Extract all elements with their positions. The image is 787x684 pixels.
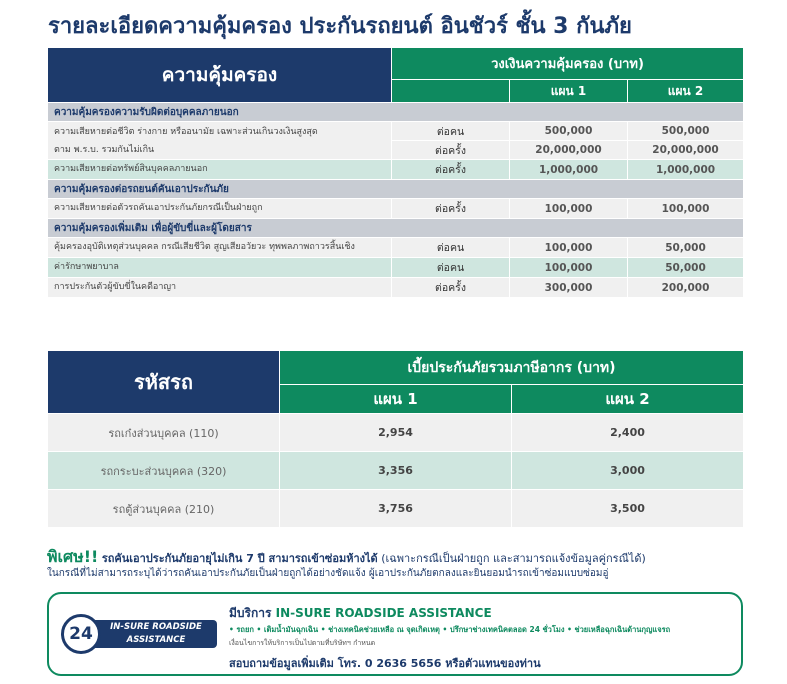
coverage-desc: ค่ารักษาพยาบาล — [48, 258, 392, 278]
coverage-desc: ความเสียหายต่อทรัพย์สินบุคคลภายนอก — [48, 160, 392, 180]
premium-plan1-value: 2,954 — [280, 414, 512, 452]
premium-table — [47, 350, 744, 528]
special-tag: พิเศษ!! — [47, 547, 99, 566]
roadside-box — [47, 592, 743, 676]
coverage-desc: ความเสียหายต่อชีวิต ร่างกาย หรืออนามัย เฉพาะส่วนเกินวงเงินสูงสุด ตาม พ.ร.บ. รวมกันไม่เกิน — [48, 122, 392, 160]
vehicle-code: รถกระบะส่วนบุคคล (320) — [48, 452, 280, 490]
special-note: ในกรณีที่ไม่สามารถระบุได้ว่ารถคันเอาประกันภัยเป็นฝ่ายถูกได้อย่างชัดแจ้ง ผู้เอาประกันภัยตกลงและยินยอมนำรถเข้าซ่อมแบบซ่อมอู่ — [47, 568, 609, 579]
section-title: ความคุ้มครองต่อรถยนต์คันเอาประกันภัย — [48, 180, 744, 199]
coverage-plan1-value: 100,000 — [510, 258, 628, 278]
table-row — [48, 238, 744, 258]
table-row — [48, 258, 744, 278]
coverage-plan1-header: แผน 1 — [510, 80, 628, 103]
premium-plan2-value: 3,000 — [512, 452, 744, 490]
roadside-logo — [61, 614, 217, 654]
premium-amount-header: เบี้ยประกันภัยรวมภาษีอากร (บาท) — [280, 351, 744, 385]
table-row — [48, 490, 744, 528]
premium-header: รหัสรถ — [48, 351, 280, 414]
premium-plan2-header: แผน 2 — [512, 385, 744, 414]
premium-plan1-value: 3,756 — [280, 490, 512, 528]
roadside-title: มีบริการ IN-SURE ROADSIDE ASSISTANCE — [229, 606, 492, 620]
coverage-plan1-value: 20,000,000 — [510, 141, 628, 160]
clock-24-icon: 24 — [61, 614, 101, 654]
coverage-desc: ความเสียหายต่อตัวรถคันเอาประกันภัยกรณีเป็นฝ่ายถูก — [48, 199, 392, 219]
coverage-plan2-header: แผน 2 — [628, 80, 744, 103]
coverage-plan1-value: 1,000,000 — [510, 160, 628, 180]
table-row — [48, 160, 744, 180]
coverage-unit: ต่อครั้ง — [392, 278, 510, 298]
coverage-unit: ต่อครั้ง — [392, 141, 510, 160]
coverage-table — [47, 47, 744, 298]
coverage-unit: ต่อคน — [392, 258, 510, 278]
table-row — [48, 414, 744, 452]
table-row — [48, 278, 744, 298]
coverage-plan2-value: 1,000,000 — [628, 160, 744, 180]
table-row — [48, 122, 744, 141]
coverage-plan2-value: 20,000,000 — [628, 141, 744, 160]
coverage-plan2-value: 500,000 — [628, 122, 744, 141]
section-title: ความคุ้มครองความรับผิดต่อบุคคลภายนอก — [48, 103, 744, 122]
coverage-plan1-value: 300,000 — [510, 278, 628, 298]
coverage-unit: ต่อคน — [392, 238, 510, 258]
vehicle-code: รถตู้ส่วนบุคคล (210) — [48, 490, 280, 528]
premium-plan1-header: แผน 1 — [280, 385, 512, 414]
vehicle-code: รถเก๋งส่วนบุคคล (110) — [48, 414, 280, 452]
premium-plan2-value: 3,500 — [512, 490, 744, 528]
premium-plan2-value: 2,400 — [512, 414, 744, 452]
page-title: รายละเอียดความคุ้มครอง ประกันรถยนต์ อินชัวร์ ชั้น 3 กันภัย — [48, 14, 632, 39]
section-title: ความคุ้มครองเพิ่มเติม เพื่อผู้ขับขี่และผู้โดยสาร — [48, 219, 744, 238]
coverage-unit: ต่อครั้ง — [392, 160, 510, 180]
coverage-unit: ต่อคน — [392, 122, 510, 141]
coverage-header: ความคุ้มครอง — [48, 48, 392, 103]
coverage-desc: การประกันตัวผู้ขับขี่ในคดีอาญา — [48, 278, 392, 298]
roadside-logo-label: IN-SURE ROADSIDE ASSISTANCE — [95, 620, 217, 648]
coverage-amount-header: วงเงินความคุ้มครอง (บาท) — [392, 48, 744, 80]
special-condition: (เฉพาะกรณีเป็นฝ่ายถูก และสามารถแจ้งข้อมูลคู่กรณีได้) — [381, 552, 646, 565]
table-row — [48, 452, 744, 490]
coverage-unit: ต่อครั้ง — [392, 199, 510, 219]
roadside-contact: สอบถามข้อมูลเพิ่มเติม โทร. 0 2636 5656 หรือตัวแทนของท่าน — [229, 657, 541, 670]
coverage-plan2-value: 200,000 — [628, 278, 744, 298]
coverage-plan2-value: 50,000 — [628, 258, 744, 278]
table-row — [48, 199, 744, 219]
coverage-plan2-value: 100,000 — [628, 199, 744, 219]
coverage-plan1-value: 500,000 — [510, 122, 628, 141]
coverage-desc: คุ้มครองอุบัติเหตุส่วนบุคคล กรณีเสียชีวิต สูญเสียอวัยวะ ทุพพลภาพถาวรสิ้นเชิง — [48, 238, 392, 258]
roadside-conditions: เงื่อนไขการให้บริการเป็นไปตามที่บริษัทฯ กำหนด — [229, 639, 376, 647]
special-headline: รถคันเอาประกันภัยอายุไม่เกิน 7 ปี สามารถเข้าซ่อมห้างได้ — [101, 552, 378, 565]
coverage-plan2-value: 50,000 — [628, 238, 744, 258]
coverage-plan1-value: 100,000 — [510, 199, 628, 219]
premium-plan1-value: 3,356 — [280, 452, 512, 490]
coverage-plan1-value: 100,000 — [510, 238, 628, 258]
roadside-services: • รถยก • เติมน้ำมันฉุกเฉิน • ช่างเทคนิคช่วยเหลือ ณ จุดเกิดเหตุ • ปรึกษาช่างเทคนิคตลอด 24 ชั่วโมง • ช่วยเหลือฉุกเฉินด้านกุญแจรถ — [229, 625, 671, 634]
